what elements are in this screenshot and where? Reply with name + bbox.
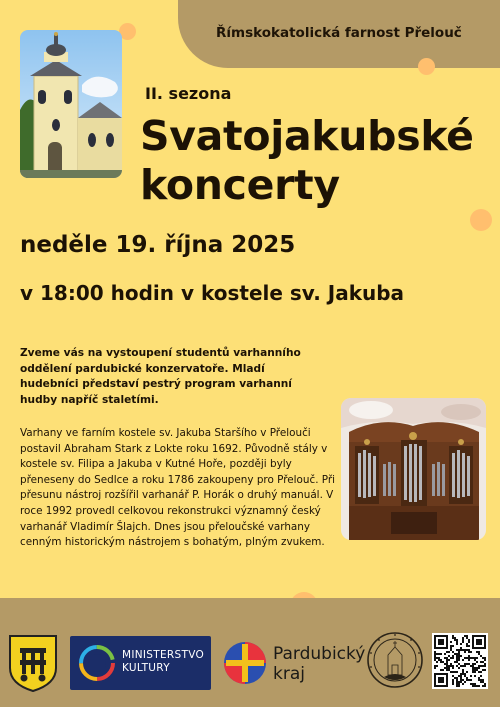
parish-name: Římskokatolická farnost Přelouč	[216, 25, 462, 41]
title-line-2: koncerty	[140, 161, 340, 209]
qr-code[interactable]	[432, 633, 488, 693]
pardubice-region-emblem	[222, 640, 268, 690]
decor-dot	[418, 58, 435, 75]
ministry-name: MINISTERSTVO KULTURY	[122, 649, 205, 674]
season-label: II. sezona	[145, 84, 232, 103]
church-photo	[20, 30, 122, 178]
concert-time-place: v 18:00 hodin v kostele sv. Jakuba	[20, 281, 405, 305]
parish-seal	[366, 631, 424, 693]
concert-title	[140, 112, 500, 210]
intro-paragraph: Zveme vás na vystoupení studentů varhanního oddělení pardubické konzervatoře. Mladí hudebníci představí pestrý program varhanní hudby napříč staletími.	[20, 347, 301, 406]
region-name-line-2: kraj	[273, 664, 305, 684]
region-name-line-1: Pardubický	[273, 644, 366, 664]
decor-dot	[470, 209, 492, 231]
title-line-1: Svatojakubské	[140, 112, 474, 160]
ministry-of-culture-logo	[70, 636, 211, 690]
region-name	[273, 644, 365, 684]
organ-photo	[341, 398, 486, 540]
concert-date: neděle 19. října 2025	[20, 232, 296, 258]
organ-history-paragraph: Varhany ve farním kostele sv. Jakuba Staršího v Přelouči postavil Abraham Stark z Lokte roku 1692. Původně stály v kostele sv. Filipa a Jakuba v Kutné Hoře, později byly přeneseny do Sedlce a roku 1786 zakoupeny pro Přelouč. Při přesunu nástroj rozšířil varhanář P. Horák o druhý manuál. V roce 1992 provedl celkovou rekonstrukci významný český varhanář Vladimír Šlajch. Dnes jsou přeloučské varhany cenným historickým nástrojem s bohatým, plným zvukem.	[20, 427, 336, 549]
town-coat-of-arms	[8, 634, 58, 696]
